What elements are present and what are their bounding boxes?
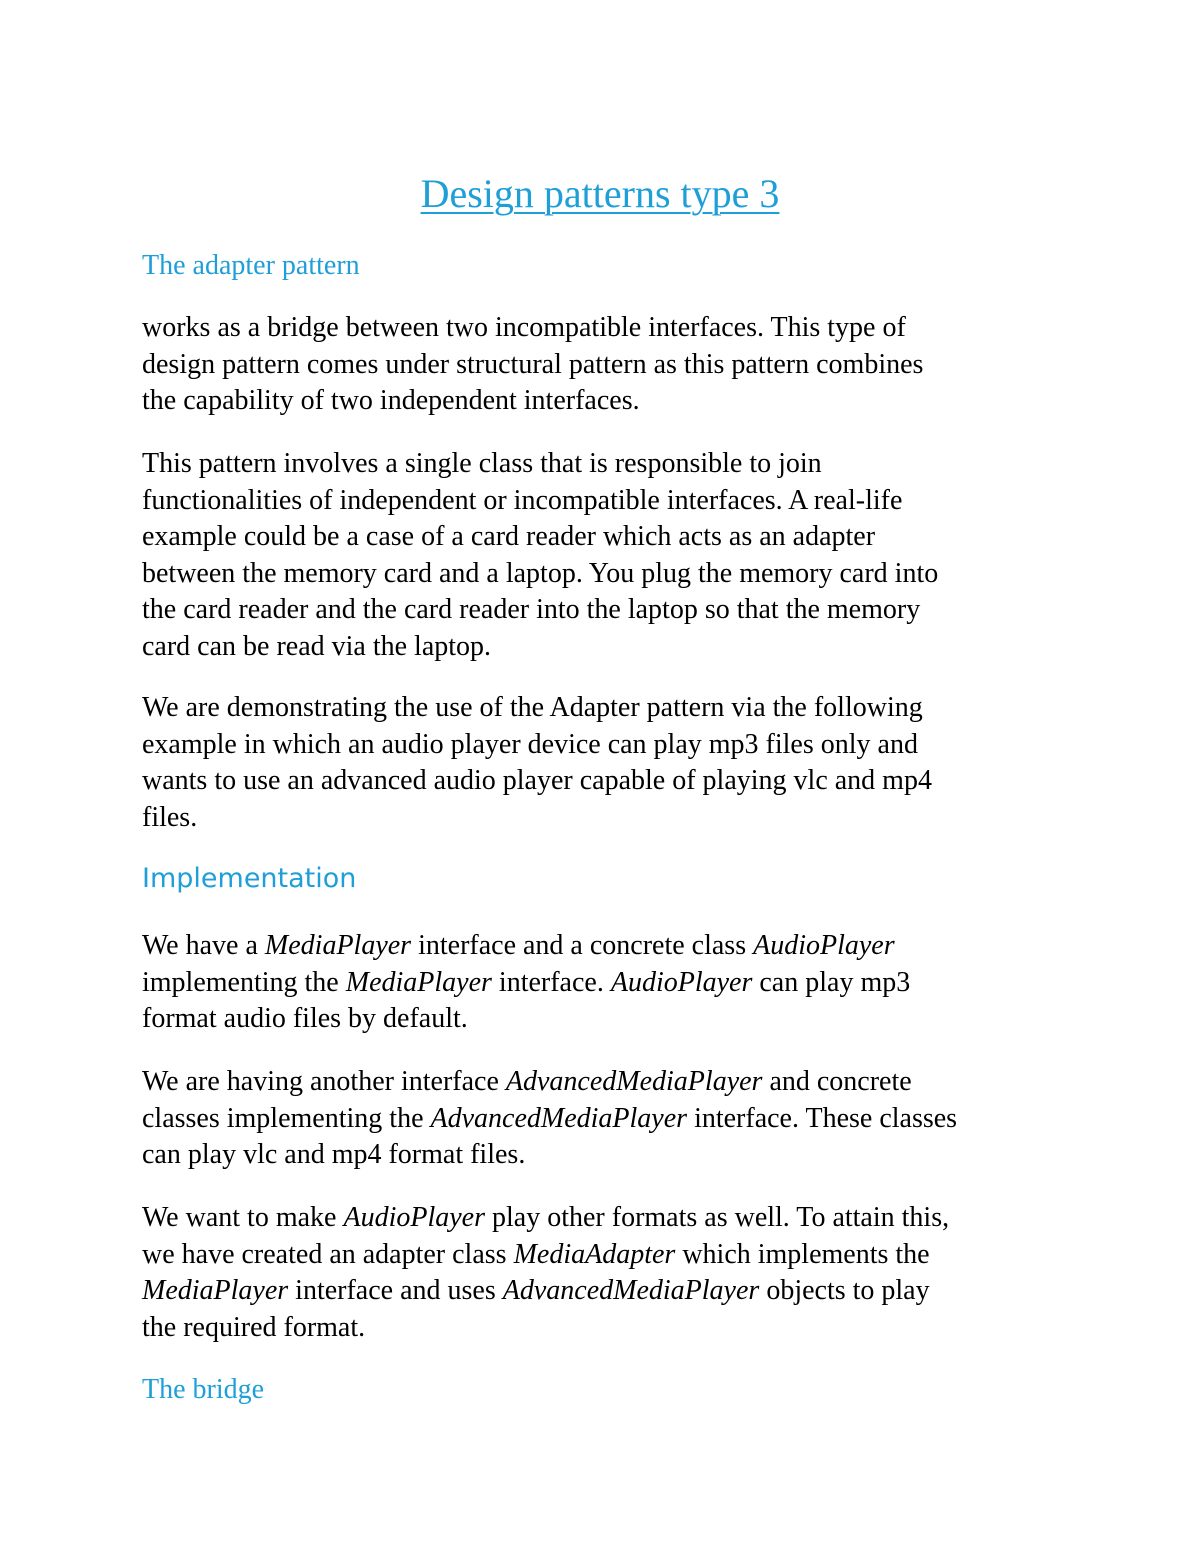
text-run: we have created an adapter class [142,1238,514,1270]
class-name: AdvancedMediaPlayer [430,1102,688,1134]
text-run: interface and uses [288,1275,503,1306]
text-run: which implements the [675,1238,930,1270]
text-line: This pattern involves a single class that is responsible to join [142,448,822,479]
document-title: Design patterns type 3 [420,171,780,216]
text-run: implementing the [142,966,346,998]
text-line: wants to use an advanced audio player capable of playing vlc and mp4 [142,765,932,796]
text-line: example in which an audio player device can play mp3 files only and [142,728,918,760]
text-line [142,1200,1072,1237]
text-run: classes implementing the [142,1102,431,1134]
text-line: example could be a case of a card reader which acts as an adapter [142,521,876,552]
text-run: play other formats as well. To attain this, [485,1202,950,1233]
paragraph-card-reader-example [142,446,1072,665]
text-line: design pattern comes under structural pattern as this pattern combines [142,348,924,380]
class-name: MediaPlayer [142,1275,289,1306]
text-run: and concrete [762,1066,912,1097]
class-name: MediaAdapter [513,1238,676,1270]
text-line: functionalities of independent or incompatible interfaces. A real-life [142,484,903,516]
paragraph-media-adapter [142,1200,1072,1346]
text-line: the card reader and the card reader into the laptop so that the memory [142,594,921,625]
heading-bridge-pattern: The bridge [142,1374,265,1405]
class-name: AudioPlayer [753,930,895,961]
text-line [142,1237,1072,1274]
heading-implementation: Implementation [142,863,357,894]
text-line: the capability of two independent interfaces. [142,385,640,416]
text-run: interface. These classes [687,1102,958,1134]
text-line: can play vlc and mp4 format files. [142,1139,526,1170]
class-name: MediaPlayer [345,966,492,998]
paragraph-mediaplayer-interface [142,928,1072,1038]
text-line: between the memory card and a laptop. You plug the memory card into [142,557,939,589]
text-line: format audio files by default. [142,1003,468,1034]
text-line: the required format. [142,1311,366,1343]
text-line [142,965,1072,1002]
paragraph-advanced-media-player [142,1064,1072,1174]
text-line [142,1101,1072,1138]
text-run: interface. [491,966,611,998]
text-run: interface and a concrete class [411,930,754,961]
text-line [142,1273,1072,1310]
paragraph-adapter-intro [142,310,1072,420]
class-name: AdvancedMediaPlayer [502,1275,760,1306]
text-run: We are having another interface [142,1066,506,1097]
text-line [142,1064,1072,1101]
class-name: AdvancedMediaPlayer [505,1066,763,1097]
text-line: files. [142,801,198,833]
text-run: objects to play [759,1275,930,1306]
text-line [142,928,1072,965]
heading-adapter-pattern: The adapter pattern [142,250,360,281]
text-run: We have a [142,930,265,961]
text-run: We want to make [142,1202,344,1233]
class-name: MediaPlayer [264,930,412,961]
class-name: AudioPlayer [343,1202,485,1233]
paragraph-demonstration [142,690,1072,836]
text-line: card can be read via the laptop. [142,630,492,662]
class-name: AudioPlayer [610,966,753,998]
text-line: We are demonstrating the use of the Adapter pattern via the following [142,692,923,723]
text-line: works as a bridge between two incompatible interfaces. This type of [142,312,906,343]
text-run: can play mp3 [752,966,911,998]
